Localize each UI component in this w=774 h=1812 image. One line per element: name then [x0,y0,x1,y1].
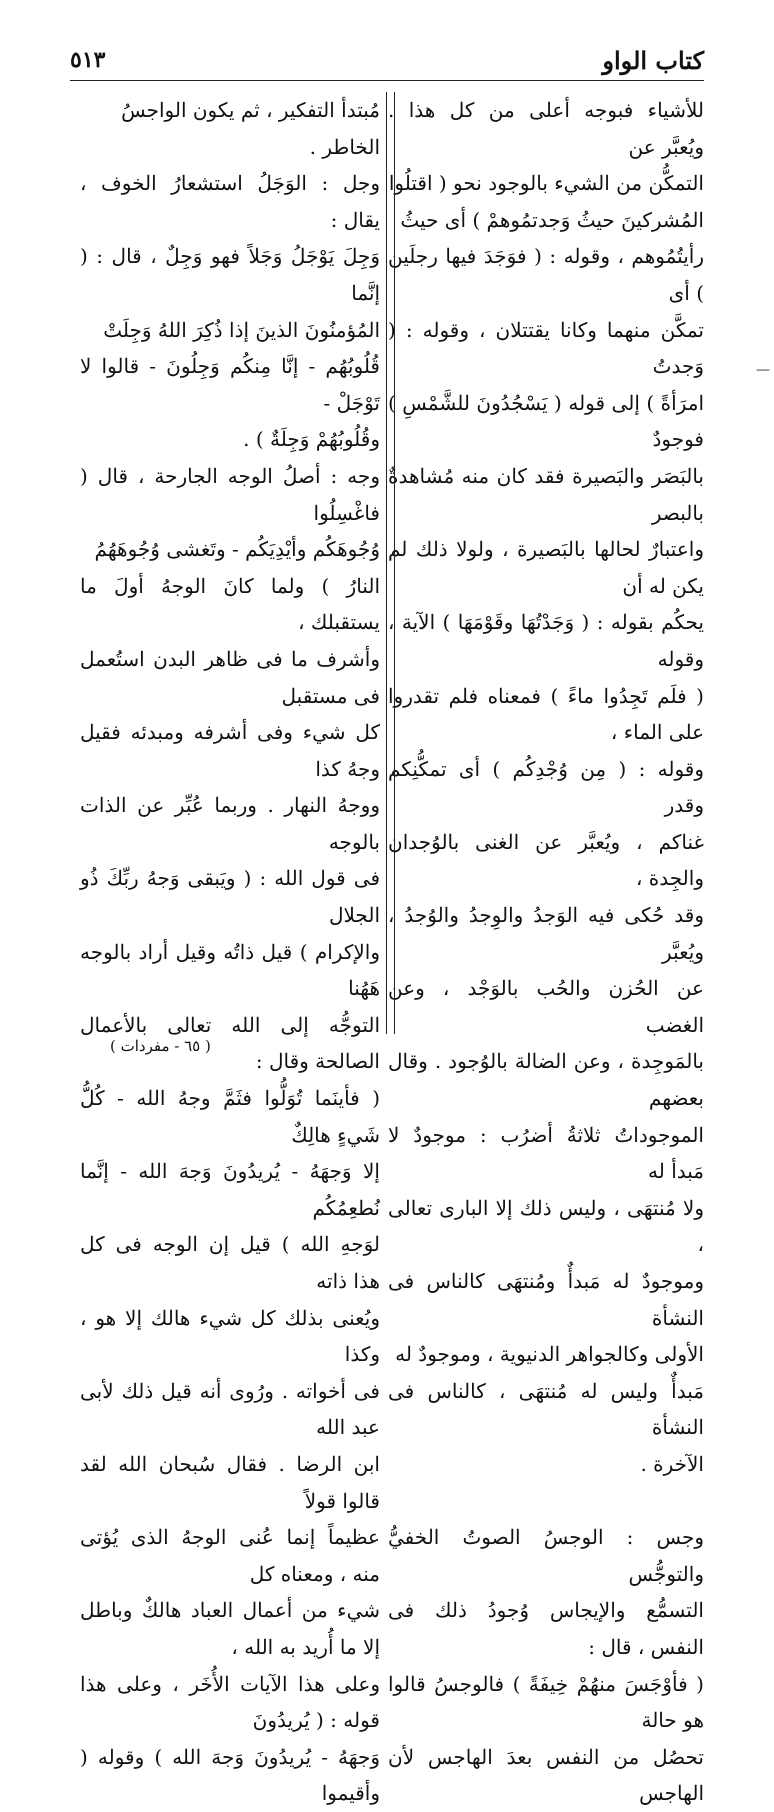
text-line: التوجُّه إلى الله تعالى بالأعمال الصالحة وقال : [80,1012,380,1074]
text-line: بالبَصَر والبَصيرة فقد كان منه مُشاهدةٌ بالبصر [388,463,704,525]
text-line: تمكَّن منهما وكانا يقتتلان ، وقوله : ( وَجدتُ [388,317,704,379]
text-line: بالمَوجِدة ، وعن الضالة بالوُجود . وقال بعضهم [388,1049,704,1111]
text-line: ( فلَم تَجِدُوا ماءً ) فمعناه فلم تقدروا على الماء ، [388,683,704,745]
text-line: ( فأينَما تُوَلُّوا فثَمَّ وجهُ الله - كُلُّ شَيءٍ هالِكٌ [80,1086,380,1147]
text-line: وجه : أصلُ الوجه الجارحة ، قال ( فاغْسِلُوا [80,463,380,525]
text-line: امرَأةً ) إلى قوله ( يَسْجُدُونَ للشَّمْسِ ) فوجودٌ [388,390,704,452]
text-line: عن الحُزن والحُب بالوَجْد ، وعن الغضب [388,976,704,1037]
text-line: ويُعنى بذلك كل شيء هالك إلا هو ، وكذا [80,1305,380,1367]
text-line: ( فأوْجَسَ منهُمْ خِيفَةً ) فالوجسُ قالوا هو حالة [388,1671,704,1733]
text-line: الخاطر . [309,134,380,159]
text-line: النارُ ) ولما كانَ الوجهُ أولَ ما يستقبلك ، [80,573,380,635]
text-line: وُجُوهَكُم وأيْدِيَكُم - وتَغشى وُجُوهَهُمُ [94,537,380,562]
text-line: تحصُل من النفس بعدَ الهاجس لأن الهاجس [388,1744,704,1806]
text-line: لوَجهِ الله ) قيل إن الوجه فى كل هذا ذاته [80,1232,380,1293]
text-line: واعتبارٌ لحالها بالبَصيرة ، ولولا ذلك لم يكن له أن [388,537,704,598]
text-line: مَبدأٌ وليس له مُنتهَى ، كالناس فى النشأة [388,1378,704,1440]
text-line: وعلى هذا الآيات الأُخَر ، وعلى هذا قوله : ( يُريدُونَ [80,1671,380,1733]
text-line: للأشياء فبوجه أعلى من كل هذا . ويُعبَّر عن [388,98,704,159]
text-line: الآخرة . [640,1451,704,1476]
text-line: المُؤمنُونَ الذينَ إذا ذُكِرَ اللهُ وَجِلَتْ [103,317,380,342]
text-line: ابن الرضا . فقال سُبحان الله لقد قالوا قولاً [80,1451,380,1513]
text-line: فى أخواته . ورُوى أنه قيل ذلك لأبى عبد الله [80,1378,380,1440]
text-line: وقد حُكى فيه الوَجدُ والوِجدُ والوُجدُ ، ويُعبَّر [388,903,704,964]
text-line: وجل : الوَجَلُ استشعارُ الخوف ، يقال : [80,171,380,232]
text-line: وقُلُوبُهُمْ وَجِلَةٌ ) . [243,427,380,452]
column-divider-inner [386,92,387,1034]
text-line: وأشرف ما فى ظاهر البدن استُعمل فى مستقبل [80,646,380,708]
text-line: الموجوداتُ ثلاثةُ أضرُب : موجودٌ لا مَبدأ له [388,1122,704,1184]
chapter-title: كتاب الواو [602,45,704,75]
text-line: غناكم ، ويُعبَّر عن الغنى بالوُجدان والجِدة ، [388,829,704,891]
text-line: وجس : الوجسُ الصوتُ الخفيُّ والتوجُّس [388,1525,704,1586]
page-footer: ( ٦٥ - مفردات ) [110,1037,211,1055]
text-line: كل شيء وفى أشرفه ومبدئه فقيل وجهُ كذا [80,720,380,781]
text-line: الأولى وكالجواهر الدنيوية ، وموجودٌ له [395,1342,704,1367]
column-divider [394,92,395,1034]
margin-mark: — [756,362,770,378]
page-number: ٥١٣ [70,47,106,73]
text-line: عظيماً إنما عُنى الوجهُ الذى يُؤتى منه ، ومعناه كل [80,1525,380,1586]
text-line: ولا مُنتهَى ، وليس ذلك إلا البارى تعالى ، [388,1195,704,1257]
text-line: ووجهُ النهار . وربما عُبِّر عن الذات بالوجه [80,793,380,854]
text-line: وَجِلَ يَوْجَلُ وَجَلاً فهو وَجِلٌ ، قال : ( إنَّما [80,244,380,305]
right-column [388,92,704,1806]
page-header [70,40,704,81]
text-line: والإكرام ) قيل ذاتُه وقيل أراد بالوجه هَهُنا [80,939,380,1001]
text-line: فى قول الله : ( ويَبقى وَجهُ ربِّكَ ذُو الجلال [80,866,380,928]
text-line: وقوله : ( مِن وُجْدِكُم ) أى تمكُّنِكم وقدر [388,756,704,818]
text-line: يحكُم بقوله : ( وَجَدْتُهَا وقَوْمَهَا ) الآية ، وقوله [388,610,704,671]
text-line: مُبتدأ التفكير ، ثم يكون الواجسُ [121,98,380,122]
text-line: المُشركينَ حيثُ وَجدتمُوهمْ ) أى حيثُ [400,207,704,232]
text-line: التمكُّن من الشيء بالوجود نحو ( اقتلُوا [388,171,704,196]
text-line: رأيتُمُوهم ، وقوله : ( فوَجَدَ فيها رجلَين ) أى [388,244,704,305]
text-line: التسمُّع والإيجاس وُجودُ ذلك فى النفس ، قال : [388,1598,704,1659]
text-line: وَجهَهُ - يُريدُونَ وَجهَ الله ) وقوله ( وأقيموا [80,1744,380,1806]
text-line: إلا وَجهَهُ - يُريدُونَ وَجهَ الله - إنَّما نُطعِمُكُم [80,1159,380,1220]
text-line: قُلُوبُهُم - إنَّا مِنكُم وَجِلُونَ - قالوا لا تَوْجَلْ - [80,354,380,415]
text-line: وموجودٌ له مَبدأٌ ومُنتهَى كالناس فى النشأة [388,1269,704,1330]
text-line [388,1483,704,1520]
text-line: شيء من أعمال العباد هالكٌ وباطل إلا ما أُريد به الله ، [80,1598,380,1659]
